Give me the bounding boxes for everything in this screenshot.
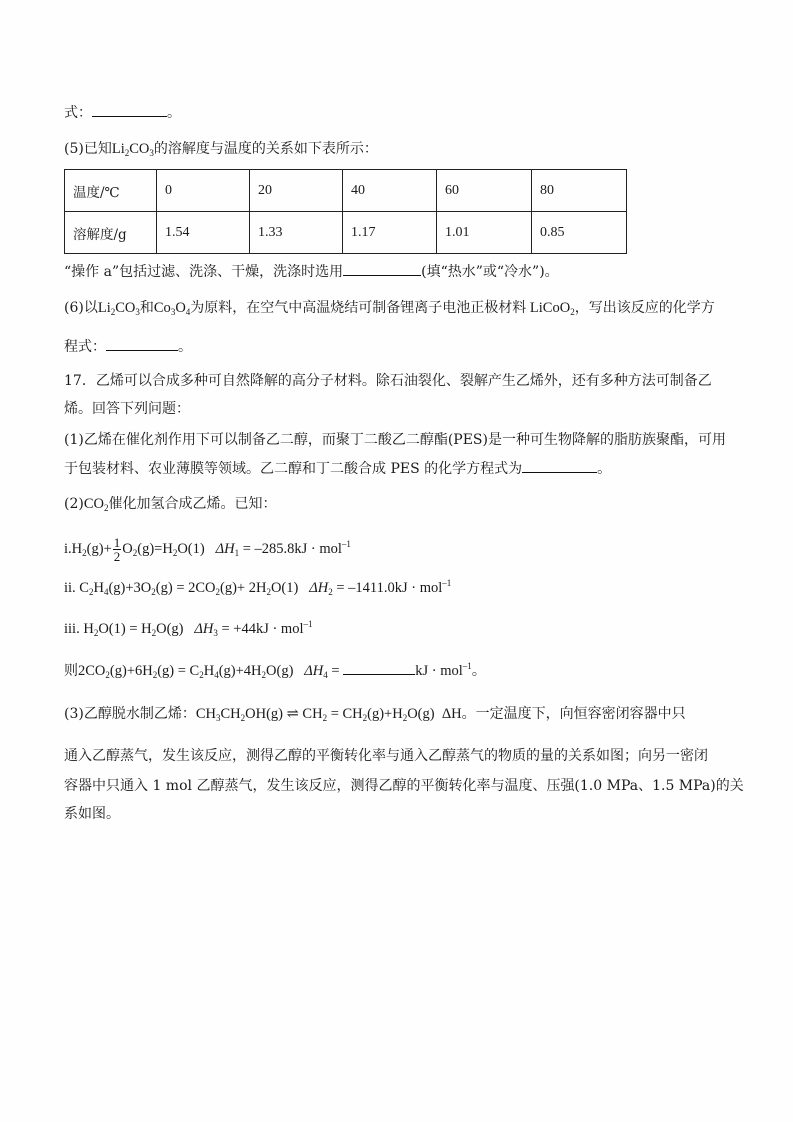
table-cell: 20 [250, 170, 343, 212]
question-17-line1: 17．乙烯可以合成多种可自然降解的高分子材料。除石油裂化、裂解产生乙烯外，还有多种方法可制备乙 [64, 373, 712, 389]
q3-prefix: (3)乙醇脱水制乙烯： [64, 706, 196, 722]
question-17-line2: 烯。回答下列问题： [64, 401, 190, 417]
fraction-one-half: $\frac{1}{2}$ [113, 535, 121, 564]
q6-prefix: (6)以 [64, 300, 98, 316]
period: 。 [597, 461, 612, 477]
formula-licoo2: LiCoO$_2$ [529, 300, 575, 317]
question-17-3-line2: 通入乙醇蒸气，发生该反应，测得乙醇的平衡转化率与通入乙醇蒸气的物质的量的关系如图；向另一密闭 [64, 748, 708, 764]
table-cell: 1.33 [250, 212, 343, 254]
operation-a-line [64, 261, 559, 282]
table-row-temperature [65, 170, 627, 212]
formula-co2: $CO_2$ [83, 496, 109, 513]
period: 。 [167, 105, 181, 121]
reaction-ethanol-dehydration: $CH_3CH_2OH(g)$ ⇌ $CH_2 = CH_2(g)+H_2O(g)$ ΔH [195, 706, 462, 723]
row-header: 溶解度/g [65, 212, 157, 254]
answer-blank[interactable] [522, 458, 597, 473]
answer-blank[interactable] [343, 261, 421, 276]
question-17-1-line2 [64, 458, 611, 479]
q2-prefix: (2) [64, 496, 84, 512]
table-cell: 1.54 [157, 212, 250, 254]
question-5 [64, 139, 378, 159]
q6-suffix: ，写出该反应的化学方 [574, 300, 715, 316]
formula-li2co3: $Li_2CO_3$ [97, 300, 140, 317]
table-cell: 1.01 [437, 212, 532, 254]
period: 。 [178, 339, 192, 355]
table-cell: 1.17 [343, 212, 437, 254]
equation-ii: ii. $C_2H_4(g)+3O_2(g) = 2CO_2(g)+ 2H_2O(1)$ $\Delta H_2 = -1411.0kJ \cdot mol^{-1}$ [64, 578, 452, 597]
formula-li2co3: $Li_2CO_3$ [111, 141, 154, 158]
question-6 [64, 298, 715, 318]
conjunction: 和 [139, 300, 154, 316]
table-cell: 0.85 [532, 212, 627, 254]
question-6-cont [64, 336, 192, 357]
answer-blank[interactable] [92, 102, 167, 117]
table-cell: 60 [437, 170, 532, 212]
label-text: 程式： [64, 339, 106, 355]
op-a-text: “操作 a”包括过滤、洗涤、干燥，洗涤时选用 [64, 264, 344, 280]
answer-blank[interactable] [106, 336, 178, 351]
equation-target: 则$2CO_2(g)+6H_2(g) = C_2H_4(g)+4H_2O(g)$ $\Delta H_4$ = kJ · mol$^{-1}$。 [64, 661, 487, 680]
answer-blank-dh4[interactable] [343, 660, 415, 675]
q5-prefix: (5)已知 [64, 141, 112, 157]
table-cell: 40 [343, 170, 437, 212]
solubility-table [64, 169, 627, 254]
formula-co3o4: $Co_3O_4$ [153, 300, 191, 317]
q3-suffix: 。一定温度下，向恒容密闭容器中只 [461, 706, 686, 722]
question-17-3-line3: 容器中只通入 1 mol 乙醇蒸气，发生该反应，测得乙醇的平衡转化率与温度、压强(1.0 MPa、1.5 MPa)的关 [64, 778, 744, 794]
question-17-3-line4: 系如图。 [64, 806, 120, 822]
equation-iii: iii. $H_2O(1) = H_2O(g)$ $\Delta H_3 = +44kJ \cdot mol^{-1}$ [64, 619, 313, 638]
table-row-solubility [65, 212, 627, 254]
equation-i: $i.H_2(g)+$ $\frac{1}{2}$ $O_2(g)=H_2O(1)$ $\Delta H_1 = -285.8kJ \cdot mol^{-1}$ [64, 535, 351, 564]
question-17-2 [64, 494, 277, 514]
q5-suffix: 的溶解度与温度的关系如下表所示： [153, 141, 378, 157]
q2-suffix: 催化加氢合成乙烯。已知： [108, 496, 277, 512]
answer-line-formula [64, 102, 181, 123]
table-cell: 80 [532, 170, 627, 212]
op-a-suffix: (填“热水”或“冷水”)。 [421, 264, 559, 280]
table-cell: 0 [157, 170, 250, 212]
q6-middle: 为原料，在空气中高温烧结可制备锂离子电池正极材料 [190, 300, 527, 316]
question-17-3-line1 [64, 704, 686, 724]
question-17-1-line1: (1)乙烯在催化剂作用下可以制备乙二醇，而聚丁二酸乙二醇酯(PES)是一种可生物降解的脂肪族聚酯，可用 [64, 432, 726, 448]
q1b-text: 于包装材料、农业薄膜等领域。乙二醇和丁二酸合成 PES 的化学方程式为 [64, 461, 523, 477]
row-header: 温度/℃ [65, 170, 157, 212]
label-text: 式： [64, 105, 92, 121]
